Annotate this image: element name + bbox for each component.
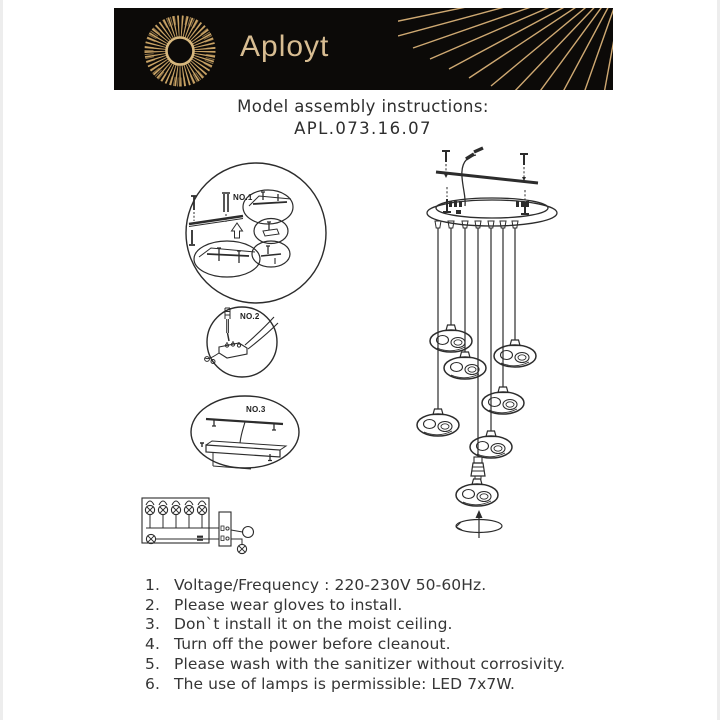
wires-drawing [205, 317, 278, 364]
screwdriver-drawing [225, 308, 230, 341]
starburst-logo-icon [134, 8, 226, 90]
step-2-label: NO.2 [240, 312, 260, 321]
terminal-block-symbol [219, 512, 231, 546]
instruction-number: 5. [145, 654, 160, 673]
instruction-text: Voltage/Frequency : 220-230V 50-60Hz. [174, 576, 487, 594]
instruction-text: Please wear gloves to install. [174, 595, 403, 614]
pendant-shade [494, 340, 536, 367]
pendant-shade [482, 387, 524, 414]
bracket-and-canopy-drawing [200, 419, 286, 469]
header-banner [114, 8, 613, 90]
instruction-text: Don`t install it on the moist ceiling. [174, 615, 453, 634]
instruction-item [145, 615, 625, 635]
assembly-step-2-diagram [181, 303, 305, 383]
banner-rays-decoration [398, 8, 613, 90]
pendant-shade [430, 325, 472, 352]
instruction-number: 4. [145, 635, 160, 654]
instruction-text: The use of lamps is permissible: LED 7x7W. [174, 674, 516, 693]
instructions-list [145, 576, 625, 694]
instruction-item [145, 675, 625, 695]
model-number: APL.073.16.07 [294, 119, 432, 138]
supply-terminal-symbol [243, 527, 254, 538]
rotation-arrow [456, 510, 502, 538]
pendant-shade [470, 431, 512, 458]
pendant-shade [444, 352, 486, 379]
instruction-number: 3. [145, 615, 160, 634]
page-title: Model assembly instructions: [237, 97, 489, 116]
pendant-shade [417, 409, 459, 436]
step-3-label: NO.3 [246, 405, 266, 414]
assembly-step-1-diagram [179, 160, 335, 306]
brand-name: Aployt [240, 30, 330, 63]
instruction-number: 6. [145, 674, 160, 693]
instruction-item [145, 596, 625, 616]
instruction-item [145, 635, 625, 655]
instruction-text: Turn off the power before cleanout. [174, 635, 451, 654]
step-1-label: NO.1 [233, 193, 253, 202]
detail-callout-ellipses [194, 190, 293, 277]
instruction-number: 1. [145, 576, 160, 594]
instruction-item [145, 655, 625, 675]
instruction-item [145, 576, 625, 596]
lamp-socket-drawing [471, 457, 485, 479]
chandelier-diagram [381, 145, 607, 577]
instruction-number: 2. [145, 595, 160, 614]
assembly-step-3-diagram [166, 393, 330, 473]
detached-shade [456, 479, 498, 506]
terminal-block-drawing [219, 341, 247, 358]
wiring-diagram [131, 492, 279, 564]
instruction-text: Please wash with the sanitizer without corrosivity. [174, 654, 566, 673]
